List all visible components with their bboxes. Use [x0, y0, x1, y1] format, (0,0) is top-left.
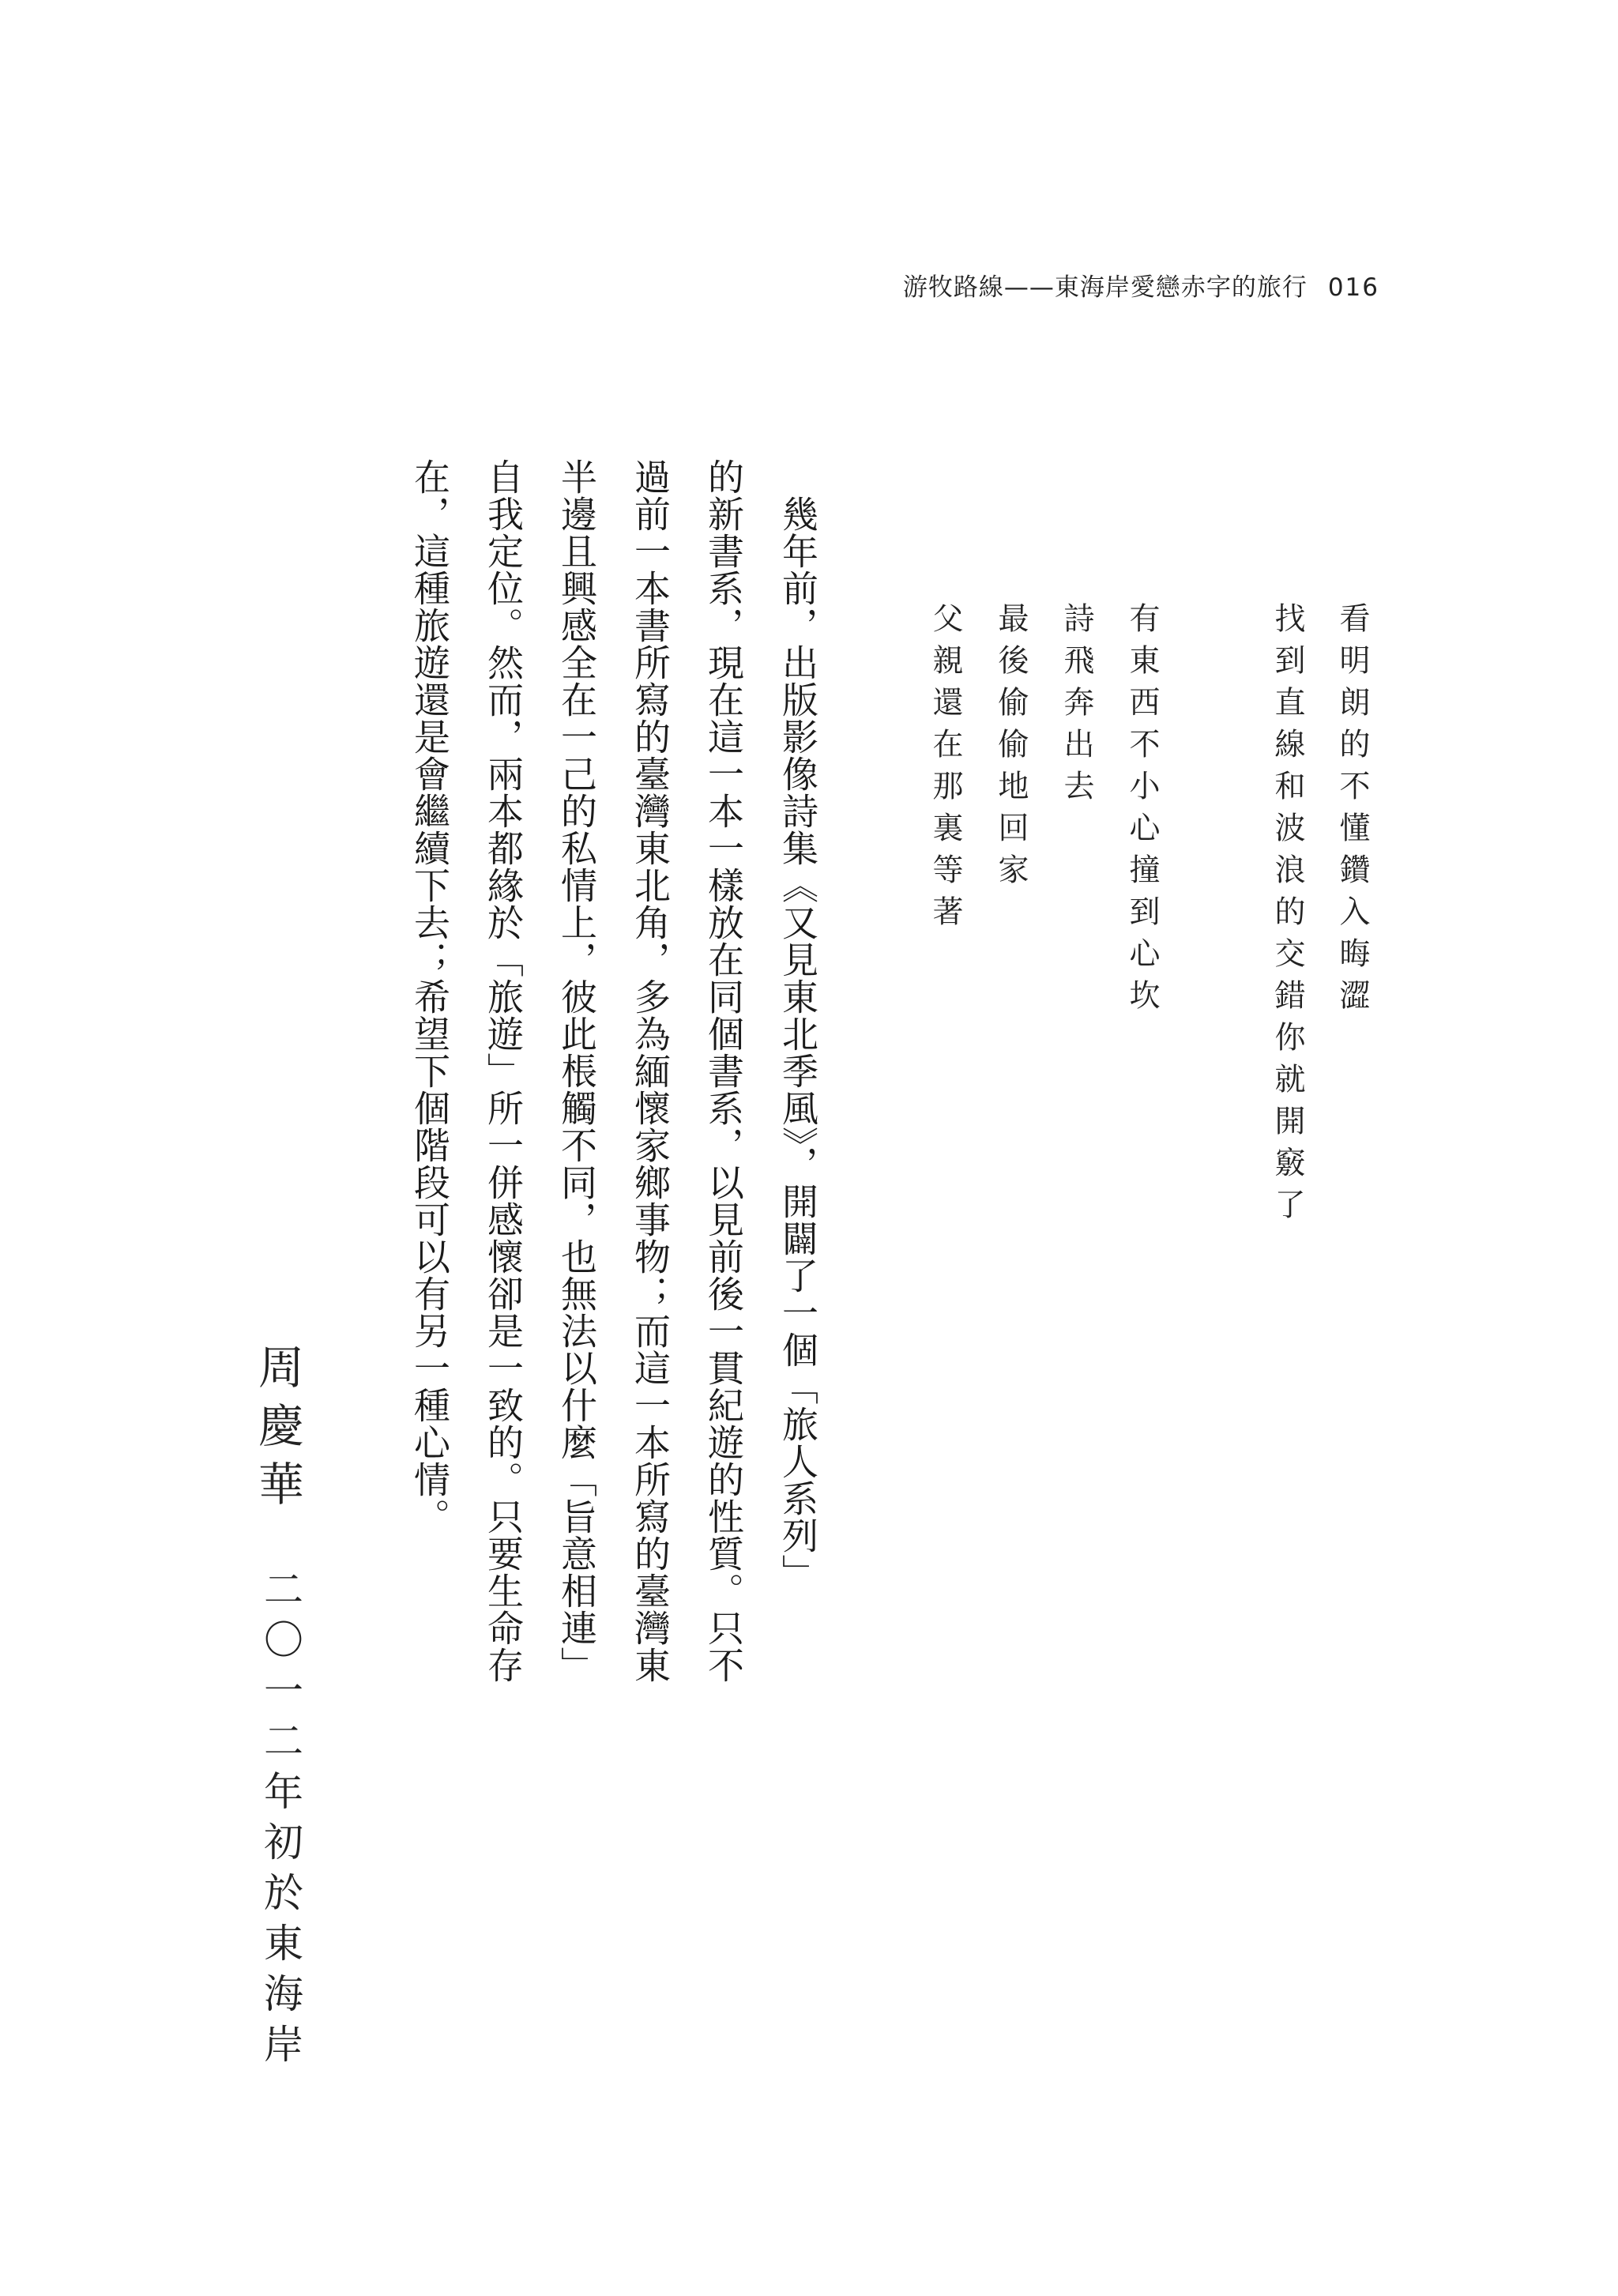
running-header-title: 游牧路線——東海岸愛戀赤字的旅行 [902, 273, 1308, 302]
prose-line: 自我定位。然而，兩本都緣於「旅遊」所一併感懷卻是一致的。只要生命存 [482, 458, 525, 1684]
signature-date-place: 二〇一二年初於東海岸 [258, 1568, 303, 2074]
poem-line: 找到直線和波浪的交錯你就開竅了 [1270, 602, 1305, 1230]
prose-line: 的新書系，現在這一本一樣放在同個書系，以見前後一貫紀遊的性質。只不 [702, 458, 745, 1684]
poem-line: 最後偷偷地回家 [993, 602, 1029, 895]
poem-line: 有東西不小心撞到心坎 [1124, 602, 1160, 1021]
poem-line: 詩飛奔出去 [1059, 602, 1094, 811]
author-signature: 周慶華 [250, 1343, 304, 1519]
prose-line: 幾年前，出版影像詩集《又見東北季風》，開闢了一個「旅人系列」 [777, 458, 819, 1591]
running-header [903, 267, 1379, 303]
prose-line: 在，這種旅遊還是會繼續下去；希望下個階段可以有另一種心情。 [408, 458, 451, 1535]
prose-line: 過前一本書所寫的臺灣東北角，多為緬懷家鄉事物；而這一本所寫的臺灣東 [629, 458, 672, 1684]
poem-line: 看明朗的不懂鑽入晦澀 [1334, 602, 1370, 1021]
prose-line: 半邊且興感全在一己的私情上，彼此棖觸不同，也無法以什麼「旨意相連」 [555, 458, 598, 1684]
page-number: 016 [1327, 273, 1379, 302]
poem-line: 父親還在那裏等著 [928, 602, 963, 937]
